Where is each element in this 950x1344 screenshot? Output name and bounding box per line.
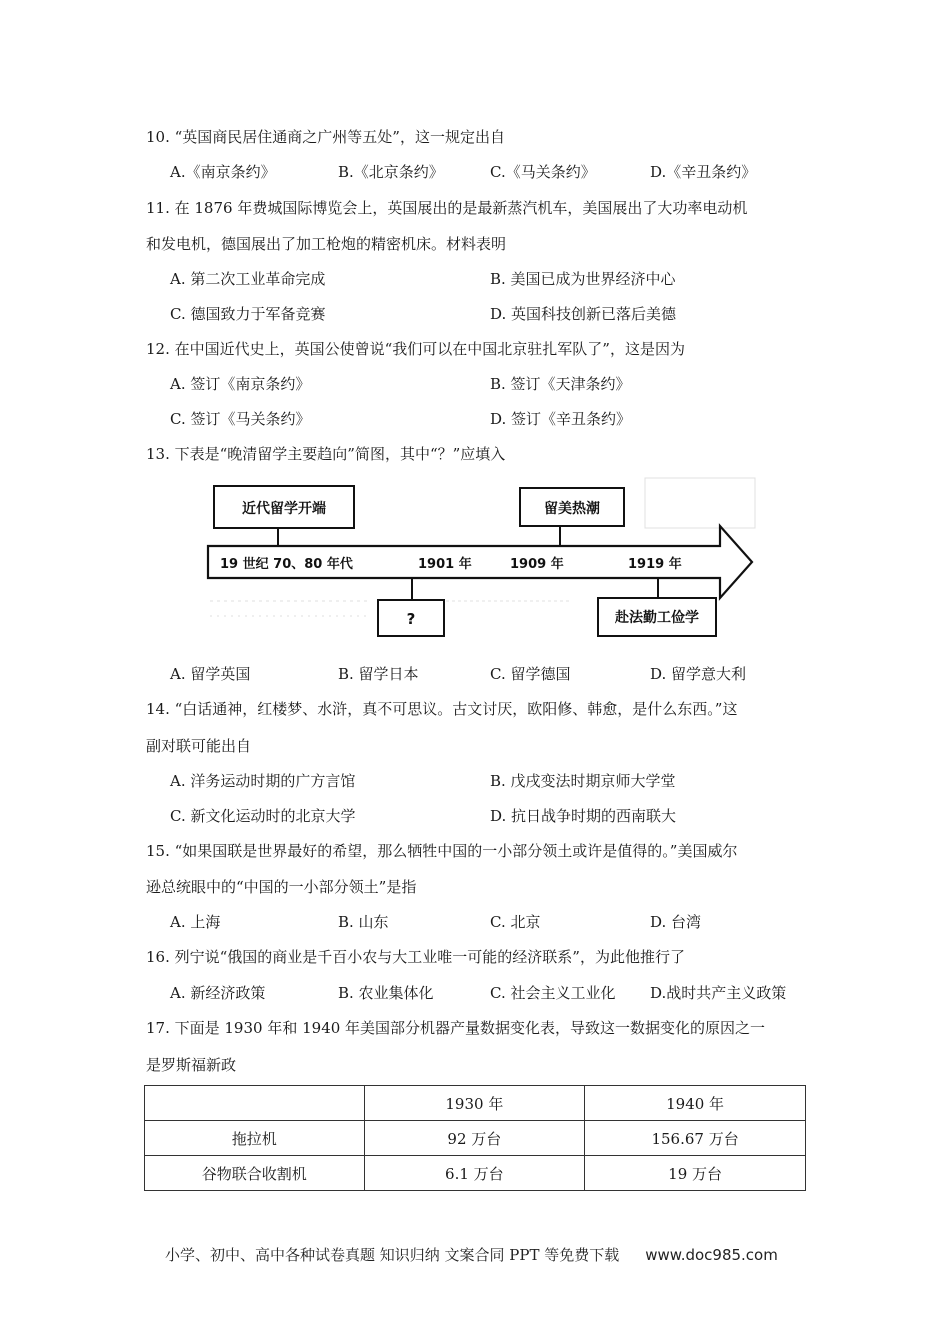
footer-text: 小学、初中、高中各种试卷真题 知识归纳 文案合同 PPT 等免费下载 <box>165 1246 620 1264</box>
question-11-stem-line1: 11. 在 1876 年费城国际博览会上，英国展出的是最新蒸汽机车，美国展出了大功率电动机 <box>146 199 748 217</box>
q16-option-b: B. 农业集体化 <box>338 984 434 1002</box>
table-cell: 拖拉机 <box>145 1121 365 1156</box>
table-header-cell: 1940 年 <box>585 1086 806 1121</box>
table-cell: 92 万台 <box>364 1121 585 1156</box>
box-us-study-wave-label: 留美热潮 <box>544 501 600 517</box>
q12-option-a: A. 签订《南京条约》 <box>170 375 311 393</box>
q10-option-b: B.《北京条约》 <box>338 163 444 181</box>
question-15-stem-line2: 逊总统眼中的“中国的一小部分领土”是指 <box>146 878 417 896</box>
q16-option-c: C. 社会主义工业化 <box>490 984 616 1002</box>
q15-option-a: A. 上海 <box>170 913 221 931</box>
q14-option-c: C. 新文化运动时的北京大学 <box>170 807 356 825</box>
question-14-stem-line2: 副对联可能出自 <box>146 737 252 755</box>
q16-option-a: A. 新经济政策 <box>170 984 266 1002</box>
q16-option-d: D.战时共产主义政策 <box>650 984 787 1002</box>
question-13-stem: 13. 下表是“晚清留学主要趋向”简图，其中“？”应填入 <box>146 445 506 463</box>
footer-site-link[interactable]: www.doc985.com <box>645 1246 778 1264</box>
timeline-label-1901: 1901 年 <box>418 557 472 572</box>
q11-option-d: D. 英国科技创新已落后美德 <box>490 305 677 323</box>
page-footer <box>165 1244 778 1265</box>
table-row <box>145 1156 806 1191</box>
table-header-cell: 1930 年 <box>364 1086 585 1121</box>
q13-option-c: C. 留学德国 <box>490 665 571 683</box>
q14-option-a: A. 洋务运动时期的广方言馆 <box>170 772 356 790</box>
question-12-stem: 12. 在中国近代史上，英国公使曾说“我们可以在中国北京驻扎军队了”，这是因为 <box>146 340 685 358</box>
question-14-stem-line1: 14. “白话通神，红楼梦、水浒，真不可思议。古文讨厌，欧阳修、韩愈，是什么东西。”这 <box>146 700 738 718</box>
timeline-label-1919: 1919 年 <box>628 557 682 572</box>
table-cell: 19 万台 <box>585 1156 806 1191</box>
q12-option-b: B. 签订《天津条约》 <box>490 375 631 393</box>
q15-option-c: C. 北京 <box>490 913 541 931</box>
q11-option-b: B. 美国已成为世界经济中心 <box>490 270 676 288</box>
q14-option-b: B. 戊戌变法时期京师大学堂 <box>490 772 676 790</box>
question-17-stem-line1: 17. 下面是 1930 年和 1940 年美国部分机器产量数据变化表，导致这一数据变化的原因之一 <box>146 1019 766 1037</box>
table-cell: 谷物联合收割机 <box>145 1156 365 1191</box>
question-17-stem-line2: 是罗斯福新政 <box>146 1056 237 1074</box>
question-15-stem-line1: 15. “如果国联是世界最好的希望，那么牺牲中国的一小部分领土或许是值得的。”美国威尔 <box>146 842 738 860</box>
table-header-row <box>145 1086 806 1121</box>
q15-option-b: B. 山东 <box>338 913 389 931</box>
q13-option-b: B. 留学日本 <box>338 665 419 683</box>
box-unknown-label: ? <box>406 610 416 628</box>
q13-option-a: A. 留学英国 <box>170 665 251 683</box>
table-row <box>145 1121 806 1156</box>
timeline-label-1870s: 19 世纪 70、80 年代 <box>220 557 353 572</box>
machine-production-table <box>144 1085 806 1191</box>
question-11-stem-line2: 和发电机，德国展出了加工枪炮的精密机床。材料表明 <box>146 235 507 253</box>
box-modern-study-start-label: 近代留学开端 <box>242 501 326 517</box>
q11-option-c: C. 德国致力于军备竞赛 <box>170 305 326 323</box>
q10-option-c: C.《马关条约》 <box>490 163 596 181</box>
q10-option-d: D.《辛丑条约》 <box>650 163 757 181</box>
q15-option-d: D. 台湾 <box>650 913 702 931</box>
question-10-stem: 10. “英国商民居住通商之广州等五处”，这一规定出自 <box>146 128 505 146</box>
q10-option-a: A.《南京条约》 <box>170 163 276 181</box>
q11-option-a: A. 第二次工业革命完成 <box>170 270 326 288</box>
q12-option-d: D. 签订《辛丑条约》 <box>490 410 632 428</box>
q13-option-d: D. 留学意大利 <box>650 665 747 683</box>
table-cell: 156.67 万台 <box>585 1121 806 1156</box>
timeline-label-1909: 1909 年 <box>510 557 564 572</box>
study-abroad-timeline-diagram <box>200 476 760 646</box>
q14-option-d: D. 抗日战争时期的西南联大 <box>490 807 677 825</box>
table-cell: 6.1 万台 <box>364 1156 585 1191</box>
box-work-study-france-label: 赴法勤工俭学 <box>615 610 699 626</box>
table-header-cell <box>145 1086 365 1121</box>
q12-option-c: C. 签订《马关条约》 <box>170 410 311 428</box>
question-16-stem: 16. 列宁说“俄国的商业是千百小农与大工业唯一可能的经济联系”，为此他推行了 <box>146 948 685 966</box>
